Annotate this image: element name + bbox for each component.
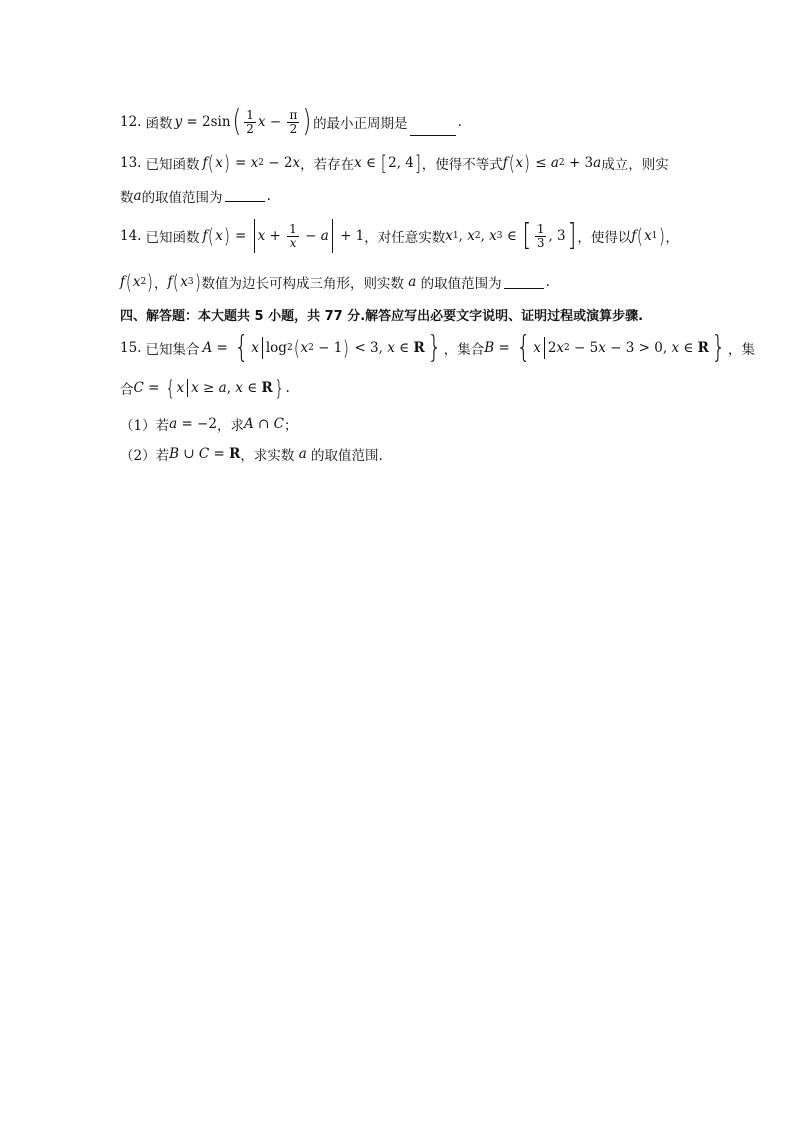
math-formula: f ( x 1 ) (631, 224, 665, 248)
question-text: 的取值范围为 (141, 190, 223, 206)
question-15-part-2 (120, 444, 383, 464)
question-text: 函数 (145, 116, 173, 132)
answer-blank (225, 200, 265, 202)
question-text: . (285, 380, 290, 396)
question-text: ，使得以 (577, 230, 632, 246)
answer-blank (410, 134, 456, 136)
part-label: （2）若 (120, 448, 170, 464)
question-text: 合 (120, 382, 134, 398)
question-text: . (266, 188, 271, 204)
question-15-cont (120, 374, 290, 402)
question-text: ，使得不等式 (421, 157, 503, 173)
question-text: ， (665, 230, 679, 246)
question-text: 的取值范围为 (420, 276, 502, 292)
question-12 (120, 104, 462, 140)
math-formula: f ( x ) ≤ a 2 + 3 a (502, 151, 602, 175)
question-number: 14. (120, 228, 142, 244)
question-number: 15. (120, 340, 142, 356)
question-13-cont (120, 186, 271, 206)
math-formula: C = { x x ≥ a , x ∈ R } (133, 376, 285, 400)
math-variable: a (294, 446, 312, 462)
math-formula: B ∪ C = R (169, 446, 241, 462)
math-variable: a (403, 274, 421, 290)
question-text: . (457, 114, 462, 130)
math-formula: f ( x ) = x + $\frac{1}{x}$ − a + 1 (202, 219, 364, 253)
question-text: 数值为边长可构成三角形，则实数 (201, 276, 404, 292)
question-14 (120, 216, 679, 256)
question-14-cont (120, 271, 550, 293)
question-text: ，求 (216, 418, 244, 434)
question-text: 已知函数 (145, 230, 200, 246)
math-formula: A = { x log 2 ( x 2 − 1 ) < 3, x ∈ R } (202, 330, 442, 365)
math-formula: x ∈ [ 2, 4 ] (354, 151, 421, 175)
section-heading-text: 四、解答题：本大题共 5 小题，共 77 分.解答应写出必要文字说明、证明过程或演算步骤. (120, 308, 644, 324)
question-text: 成立，则实 (601, 157, 669, 173)
question-text: ，集合 (443, 342, 485, 358)
question-13 (120, 151, 669, 175)
math-formula: y = 2sin ( $\frac{1}{2}$ x − $\frac{\pi}{2}$ ) (174, 104, 312, 139)
question-15-part-1 (120, 414, 297, 434)
question-number: 12. (120, 114, 142, 130)
question-15 (120, 332, 755, 364)
math-formula: B = { x 2 x 2 − 5 x − 3 > 0, x ∈ R } (484, 330, 726, 365)
question-text: ，集 (727, 342, 755, 358)
question-text: 的取值范围. (311, 448, 383, 464)
question-text: ； (283, 418, 298, 434)
math-formula: a = −2 (169, 416, 217, 432)
math-formula: f ( x ) = x 2 − 2 x (202, 151, 301, 175)
math-formula: f ( x 3 ) (167, 270, 201, 294)
math-formula: x 1 , x 2 , x 3 ∈ [ $\frac{1}{3}$ , 3 ] (445, 218, 576, 253)
question-text: 已知函数 (145, 157, 200, 173)
question-text: ，对任意实数 (364, 230, 446, 246)
math-formula: A ∩ C (243, 416, 284, 432)
question-text: 已知集合 (145, 342, 200, 358)
question-text: ， (153, 276, 168, 292)
question-text: 数 (120, 190, 134, 206)
answer-blank (504, 287, 544, 289)
question-text: ，若存在 (300, 157, 355, 173)
question-text: 的最小正周期是 (313, 116, 408, 132)
math-variable: a (133, 188, 142, 204)
question-text: ，求实数 (240, 448, 295, 464)
question-text: . (545, 274, 550, 290)
question-number: 13. (120, 155, 142, 171)
section-heading (120, 304, 643, 324)
math-formula: f ( x 2 ) (120, 270, 154, 294)
part-label: （1）若 (120, 418, 170, 434)
